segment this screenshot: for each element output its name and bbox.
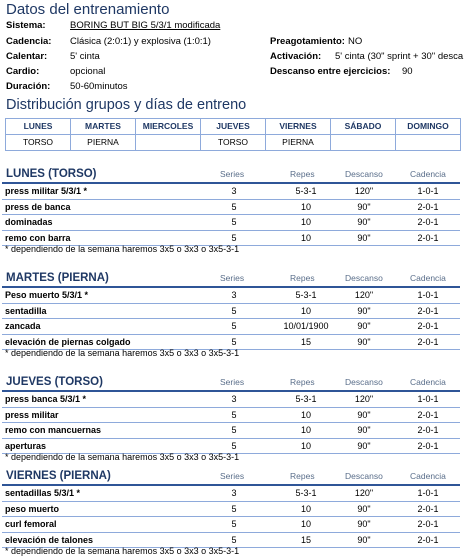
sistema-value: BORING BUT BIG 5/3/1 modificada (70, 20, 221, 31)
group-cell: PIERNA (266, 135, 331, 150)
exercise-descanso: 90" (357, 201, 371, 212)
exercise-series: 5 (231, 440, 237, 451)
col-descanso-header: Descanso (345, 273, 383, 283)
exercise-repes: 5-3-1 (295, 488, 317, 498)
exercise-name: peso muerto (5, 503, 60, 514)
exercise-name: elevación de piernas colgado (5, 336, 131, 347)
day-header: MIERCOLES (136, 119, 201, 134)
preagotamiento-value: NO (348, 36, 363, 47)
exercise-name: aperturas (5, 440, 47, 451)
exercise-list (2, 288, 460, 350)
table-row (2, 517, 460, 533)
distribution-groups-row (6, 135, 460, 150)
table-row (2, 408, 460, 424)
exercise-cadencia: 2-0-1 (417, 201, 439, 212)
exercise-repes: 10 (300, 503, 311, 514)
exercise-name: press de banca (5, 201, 71, 212)
exercise-descanso: 120" (354, 488, 374, 498)
exercise-name: dominadas (5, 217, 53, 228)
exercise-list (2, 184, 460, 246)
section-viernes (2, 470, 460, 558)
exercise-series: 5 (231, 201, 237, 212)
section-header (2, 168, 460, 184)
exercise-name: press militar 5/3/1 * (5, 186, 88, 196)
duracion-value: 50-60minutos (70, 81, 128, 92)
exercise-series: 5 (231, 519, 237, 530)
exercise-cadencia: 2-0-1 (417, 440, 439, 451)
table-row (2, 184, 460, 200)
exercise-series: 5 (231, 503, 237, 514)
group-cell (396, 135, 460, 150)
exercise-descanso: 120" (354, 186, 374, 196)
exercise-series: 5 (231, 321, 237, 332)
exercise-repes: 10 (300, 201, 311, 212)
table-row (2, 215, 460, 231)
table-row (2, 304, 460, 320)
col-cadencia-header: Cadencia (410, 273, 446, 283)
group-cell: PIERNA (71, 135, 136, 150)
col-repes-header: Repes (290, 471, 315, 481)
section-header (2, 376, 460, 392)
exercise-series: 3 (231, 488, 237, 498)
exercise-descanso: 90" (357, 305, 371, 316)
section-jueves (2, 376, 460, 462)
exercise-name: sentadillas 5/3/1 * (5, 488, 81, 498)
sistema-label: Sistema: (6, 20, 46, 31)
section-title: LUNES (TORSO) (6, 168, 97, 180)
exercise-cadencia: 2-0-1 (417, 305, 439, 316)
section-note: * dependiendo de la semana haremos 3x5 o 3x3 o 3x5-3-1 (5, 546, 240, 556)
exercise-cadencia: 2-0-1 (417, 321, 439, 332)
section-note: * dependiendo de la semana haremos 3x5 o 3x3 o 3x5-3-1 (5, 244, 240, 254)
exercise-cadencia: 1-0-1 (417, 290, 439, 300)
day-header: VIERNES (266, 119, 331, 134)
cadencia-value: Clásica (2:0:1) y explosiva (1:0:1) (70, 36, 211, 47)
col-descanso-header: Descanso (345, 471, 383, 481)
group-cell: TORSO (201, 135, 266, 150)
exercise-series: 5 (231, 425, 237, 436)
exercise-descanso: 90" (357, 321, 371, 332)
day-header: SÁBADO (331, 119, 396, 134)
exercise-repes: 10 (300, 519, 311, 530)
activacion-value: 5' cinta (30" sprint + 30" desca (335, 51, 464, 62)
section-lunes (2, 168, 460, 256)
page-title: Datos del entrenamiento (6, 1, 170, 18)
exercise-repes: 10 (300, 232, 311, 243)
exercise-cadencia: 2-0-1 (417, 519, 439, 530)
exercise-name: elevación de talones (5, 534, 94, 545)
exercise-series: 5 (231, 305, 237, 316)
exercise-list (2, 392, 460, 454)
distribution-table (5, 118, 461, 151)
activacion-label: Activación: (270, 51, 322, 62)
group-cell (331, 135, 396, 150)
table-row (2, 502, 460, 518)
exercise-descanso: 90" (357, 534, 371, 545)
group-cell (136, 135, 201, 150)
section-title: MARTES (PIERNA) (6, 272, 109, 284)
exercise-repes: 10 (300, 409, 311, 420)
day-header: DOMINGO (407, 121, 449, 131)
col-cadencia-header: Cadencia (410, 377, 446, 387)
exercise-cadencia: 1-0-1 (417, 394, 439, 404)
exercise-repes: 10 (300, 425, 311, 436)
exercise-descanso: 90" (357, 440, 371, 451)
exercise-cadencia: 2-0-1 (417, 409, 439, 420)
exercise-cadencia: 2-0-1 (417, 425, 439, 436)
exercise-repes: 5-3-1 (295, 186, 317, 196)
distribution-days-row (6, 119, 460, 135)
exercise-cadencia: 2-0-1 (417, 503, 439, 514)
table-row (2, 486, 460, 502)
distribution-title: Distribución grupos y días de entreno (6, 97, 247, 113)
group-cell: TORSO (6, 135, 71, 150)
exercise-descanso: 90" (357, 336, 371, 347)
exercise-cadencia: 2-0-1 (417, 232, 439, 243)
exercise-repes: 10 (300, 217, 311, 228)
col-repes-header: Repes (290, 169, 315, 179)
exercise-repes: 5-3-1 (295, 394, 317, 404)
col-series-header: Series (220, 471, 245, 481)
exercise-list (2, 486, 460, 548)
exercise-series: 5 (231, 534, 237, 545)
section-note: * dependiendo de la semana haremos 3x5 o 3x3 o 3x5-3-1 (5, 348, 240, 358)
section-header (2, 470, 460, 486)
col-cadencia-header: Cadencia (410, 169, 446, 179)
exercise-name: remo con mancuernas (5, 425, 102, 436)
descanso-label: Descanso entre ejercicios: (270, 66, 391, 77)
exercise-descanso: 90" (357, 519, 371, 530)
exercise-series: 3 (231, 186, 237, 196)
table-row (2, 288, 460, 304)
col-series-header: Series (220, 377, 245, 387)
col-descanso-header: Descanso (345, 169, 383, 179)
exercise-descanso: 120" (354, 290, 374, 300)
exercise-series: 3 (231, 394, 237, 404)
exercise-descanso: 90" (357, 232, 371, 243)
exercise-repes: 15 (300, 534, 311, 545)
day-header: LUNES (6, 119, 71, 134)
cardio-label: Cardio: (6, 66, 40, 77)
table-row (2, 392, 460, 408)
col-repes-header: Repes (290, 273, 315, 283)
exercise-series: 3 (231, 290, 237, 300)
day-header: JUEVES (201, 119, 266, 134)
exercise-name: press banca 5/3/1 * (5, 394, 87, 404)
exercise-cadencia: 2-0-1 (417, 217, 439, 228)
exercise-cadencia: 2-0-1 (417, 534, 439, 545)
section-martes (2, 272, 460, 360)
col-cadencia-header: Cadencia (410, 471, 446, 481)
exercise-repes: 15 (300, 336, 311, 347)
exercise-name: remo con barra (5, 232, 71, 243)
col-repes-header: Repes (290, 377, 315, 387)
exercise-cadencia: 1-0-1 (417, 186, 439, 196)
exercise-name: zancada (5, 321, 41, 332)
section-title: JUEVES (TORSO) (6, 376, 103, 388)
table-row (2, 423, 460, 439)
col-descanso-header: Descanso (345, 377, 383, 387)
exercise-descanso: 90" (357, 503, 371, 514)
section-header (2, 272, 460, 288)
cadencia-label: Cadencia: (6, 36, 52, 47)
table-row (2, 200, 460, 216)
exercise-cadencia: 1-0-1 (417, 488, 439, 498)
col-series-header: Series (220, 169, 245, 179)
section-note: * dependiendo de la semana haremos 3x5 o 3x3 o 3x5-3-1 (5, 452, 240, 462)
exercise-name: Peso muerto 5/3/1 * (5, 290, 89, 300)
day-header: MARTES (71, 119, 136, 134)
calentar-value: 5' cinta (70, 51, 100, 62)
descanso-value: 90 (402, 66, 413, 77)
exercise-series: 5 (231, 336, 237, 347)
exercise-cadencia: 2-0-1 (417, 336, 439, 347)
exercise-repes: 10 (300, 305, 311, 316)
exercise-series: 5 (231, 409, 237, 420)
preagotamiento-label: Preagotamiento: (270, 36, 345, 47)
exercise-descanso: 120" (354, 394, 374, 404)
exercise-name: sentadilla (5, 305, 47, 316)
duracion-label: Duración: (6, 81, 51, 92)
exercise-name: curl femoral (5, 519, 57, 530)
col-series-header: Series (220, 273, 245, 283)
exercise-descanso: 90" (357, 425, 371, 436)
exercise-repes: 5-3-1 (295, 290, 317, 300)
exercise-series: 5 (231, 232, 237, 243)
exercise-descanso: 90" (357, 217, 371, 228)
exercise-descanso: 90" (357, 409, 371, 420)
exercise-repes: 10 (300, 440, 311, 451)
exercise-series: 5 (231, 217, 237, 228)
calentar-label: Calentar: (6, 51, 48, 62)
section-title: VIERNES (PIERNA) (6, 470, 111, 482)
exercise-repes: 10/01/1900 (283, 321, 329, 332)
cardio-value: opcional (70, 66, 106, 77)
table-row (2, 319, 460, 335)
exercise-name: press militar (5, 409, 59, 420)
